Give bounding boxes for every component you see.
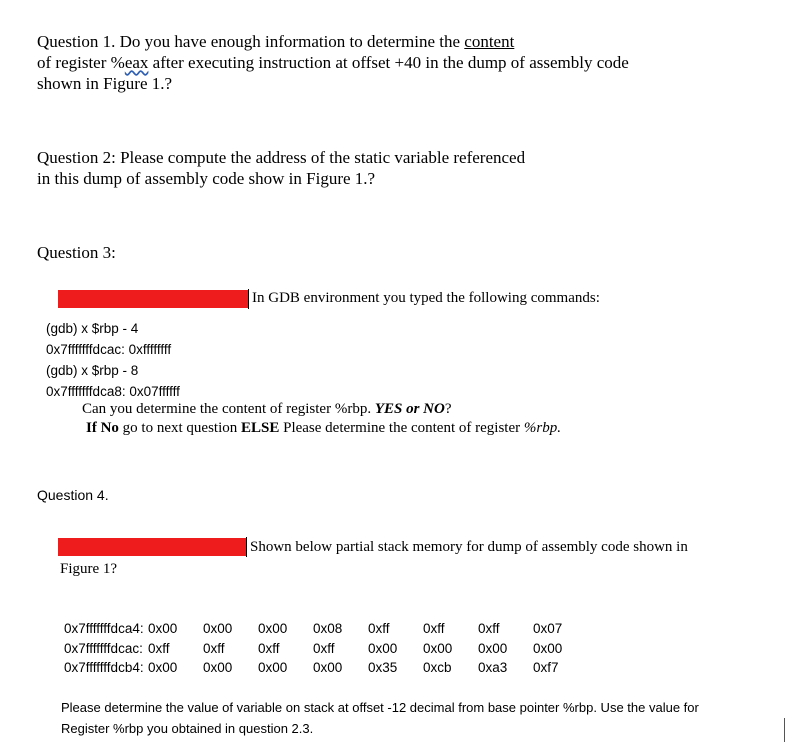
q3-instruction: If No go to next question ELSE Please determine the content of register %rbp. [86,420,561,436]
q2-line-1: Question 2: Please compute the address of the static variable referenced [37,148,526,167]
memory-row [64,660,588,675]
q1-line-2: of register %eax after executing instruction at offset +40 in the dump of assembly code [37,53,629,72]
redaction-bar [58,290,248,308]
memory-row [64,621,588,636]
memory-byte: 0xff [203,641,225,656]
memory-byte: 0x00 [148,621,178,636]
memory-byte: 0x00 [533,641,563,656]
redaction-bar [58,538,246,556]
spellcheck-word: eax [124,53,149,72]
gdb-output-1: 0x7fffffffdcac: 0xffffffff [46,342,172,357]
memory-byte: 0x00 [148,660,178,675]
q3-title: Question 3: [37,243,116,262]
memory-byte: 0xff [258,641,280,656]
q4-title: Question 4. [37,487,109,503]
memory-byte: 0xa3 [478,660,508,675]
q1-line-3: shown in Figure 1.? [37,74,173,93]
memory-byte: 0xff [313,641,335,656]
memory-byte: 0xff [368,621,390,636]
q2-line-2: in this dump of assembly code show in Figure 1.? [37,169,376,188]
memory-byte: 0x00 [258,660,288,675]
divider [248,289,249,309]
memory-byte: 0x00 [258,621,288,636]
memory-byte: 0xff [148,641,170,656]
q1-line-1: Question 1. Do you have enough information to determine the content [37,32,515,51]
gdb-command-1: (gdb) x $rbp - 4 [46,321,139,336]
q4-note-line-1: Please determine the value of variable on stack at offset -12 decimal from base pointer %rbp. Use the value for [61,700,699,715]
memory-byte: 0x00 [423,641,453,656]
memory-byte: 0x07 [533,621,563,636]
memory-byte: 0x08 [313,621,343,636]
q4-intro-line-2: Figure 1? [60,561,118,577]
question-2 [37,147,525,189]
content-link[interactable]: content [464,32,515,51]
memory-byte: 0x00 [203,660,233,675]
memory-row [64,641,588,656]
memory-byte: 0xf7 [533,660,559,675]
memory-byte: 0x35 [368,660,398,675]
q3-intro: In GDB environment you typed the following commands: [252,290,600,306]
memory-byte: 0xff [423,621,445,636]
q4-intro-line-1: Shown below partial stack memory for dump of assembly code shown in [250,539,688,555]
memory-address: 0x7fffffffdcac: [64,641,143,656]
text-cursor [784,718,785,742]
question-1 [37,31,629,94]
memory-byte: 0x00 [313,660,343,675]
q4-note-line-2: Register %rbp you obtained in question 2.3. [61,721,314,736]
divider [246,537,247,557]
memory-byte: 0x00 [478,641,508,656]
memory-address: 0x7fffffffdca4: [64,621,144,636]
memory-byte: 0xff [478,621,500,636]
memory-byte: 0x00 [368,641,398,656]
memory-byte: 0xcb [423,660,452,675]
memory-address: 0x7fffffffdcb4: [64,660,144,675]
gdb-session [46,318,180,402]
gdb-output-2: 0x7fffffffdca8: 0x07ffffff [46,384,180,399]
gdb-command-2: (gdb) x $rbp - 8 [46,363,139,378]
q4-note [61,697,699,739]
q3-ask: Can you determine the content of register %rbp. YES or NO? [82,401,452,417]
memory-byte: 0x00 [203,621,233,636]
